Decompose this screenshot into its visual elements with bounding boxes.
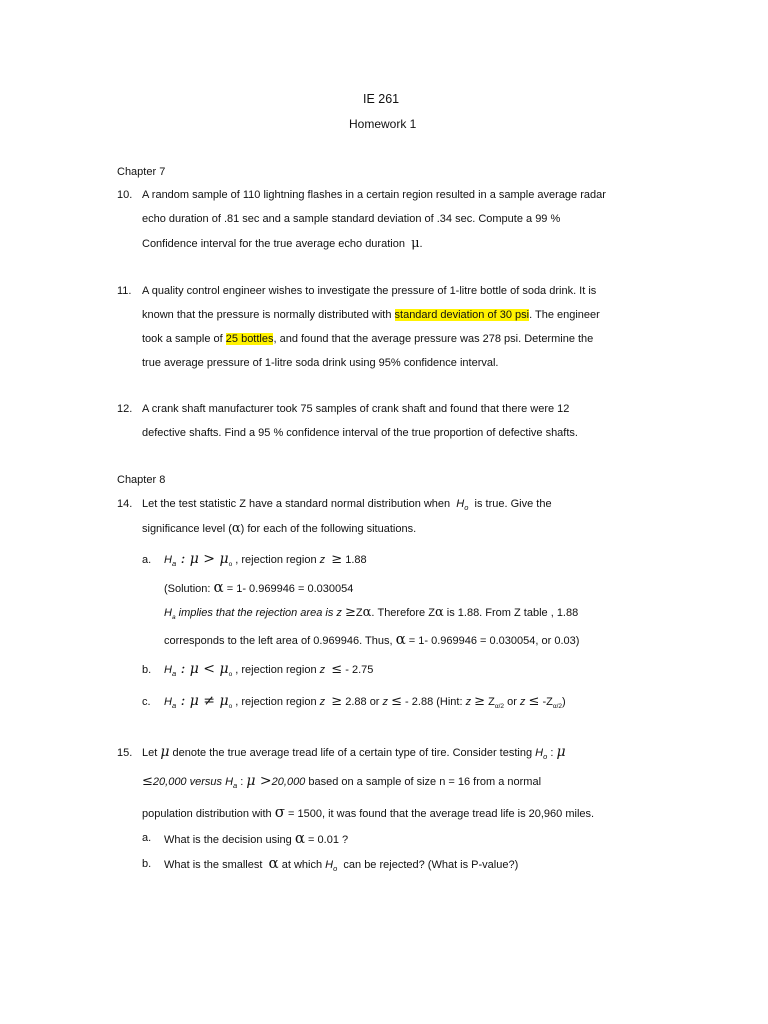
- sub-o: o: [228, 703, 233, 710]
- sub-a: a: [233, 781, 238, 790]
- le-symbol: ≤: [391, 694, 402, 709]
- q15a-line: [164, 831, 348, 847]
- q11-line-3b: , and found that the average pressure was 278 psi. Determine the: [273, 333, 594, 345]
- alpha-symbol: α: [231, 521, 241, 536]
- q15b-text-3: can be rejected? (What is P-value?): [340, 859, 519, 871]
- hypothesis-relation: : μ ≠ μ: [176, 693, 229, 709]
- hint-text: - 2.88 (Hint:: [402, 696, 466, 708]
- rejection-region-text: , rejection region: [232, 554, 320, 566]
- ge-symbol: ≥: [474, 694, 486, 709]
- z-symbol: z: [319, 696, 326, 708]
- rejection-region-text: , rejection region: [232, 696, 320, 708]
- h-letter: H: [225, 776, 234, 788]
- solution-text-c: . Therefore Z: [371, 607, 435, 619]
- period: .: [419, 238, 423, 250]
- q15-line-2: [142, 774, 541, 790]
- assignment-title: Homework 1: [349, 117, 417, 131]
- solution-line-1: [164, 580, 353, 596]
- sub-o: o: [228, 561, 233, 568]
- highlight-sample-size: 25 bottles: [225, 333, 274, 345]
- q15-line-3b: = 1500, it was found that the average tread life is 20,960 miles.: [284, 808, 595, 820]
- rejection-value: - 2.75: [342, 664, 374, 676]
- mu-symbol: μ: [246, 773, 256, 789]
- q12-number: 12.: [117, 403, 133, 415]
- solution-text-a: implies that the rejection area is z: [175, 607, 345, 619]
- gt-symbol: >: [255, 773, 272, 789]
- q14-number: 14.: [117, 498, 133, 510]
- chapter-8-heading: Chapter 8: [117, 474, 166, 486]
- sub-a: a: [171, 614, 176, 621]
- q12-line-2: defective shafts. Find a 95 % confidence interval of the true proportion of defective shafts.: [142, 427, 578, 439]
- q15-line-2a: 20,000 versus: [152, 776, 226, 788]
- solution-text-d: is 1.88. From Z table , 1.88: [443, 607, 579, 619]
- z-symbol: z: [382, 696, 389, 708]
- q10-line-3-text: Confidence interval for the true average echo duration: [142, 238, 405, 250]
- mu-symbol: μ: [411, 236, 420, 251]
- q15b-text-1: What is the smallest: [164, 859, 266, 871]
- q11-line-3a: took a sample of: [142, 333, 226, 345]
- z-symbol: z: [519, 696, 526, 708]
- hypothesis-relation: : μ > μ: [176, 551, 229, 567]
- h-letter: H: [164, 554, 172, 566]
- sub-o: o: [464, 503, 469, 512]
- q14c-label: c.: [142, 696, 151, 708]
- sub-o: o: [543, 752, 548, 761]
- q10-line-1: A random sample of 110 lightning flashes in a certain region resulted in a sample average radar: [142, 189, 606, 201]
- q10-line-2: echo duration of .81 sec and a sample standard deviation of .34 sec. Compute a 99 %: [142, 213, 561, 225]
- solution-label: (Solution:: [164, 583, 214, 595]
- q11-line-2a: known that the pressure is normally distributed with: [142, 309, 395, 321]
- q15-line-2d: based on a sample of size n = 16 from a normal: [305, 776, 542, 788]
- alpha-symbol: α: [395, 630, 406, 648]
- alpha-symbol: α: [268, 854, 279, 872]
- alpha-symbol: α: [362, 605, 372, 620]
- ge-symbol: ≥: [331, 552, 343, 567]
- le-symbol: ≤: [142, 774, 153, 789]
- h-letter: H: [164, 607, 172, 619]
- neg-z-letter: -Z: [539, 696, 553, 708]
- mu-symbol: μ: [556, 744, 566, 760]
- h0-symbol: [325, 859, 337, 871]
- ha-symbol: [164, 696, 176, 708]
- q14-line-1: [142, 497, 552, 512]
- ge-symbol: ≥: [344, 605, 356, 620]
- ha-symbol: [225, 776, 237, 788]
- le-symbol: ≤: [331, 662, 343, 677]
- q11-line-2: [142, 308, 600, 322]
- h-letter: H: [456, 498, 465, 510]
- sigma-symbol: σ: [274, 803, 285, 821]
- h-letter: H: [325, 859, 334, 871]
- q10-number: 10.: [117, 189, 133, 201]
- z-symbol: z: [319, 664, 326, 676]
- chapter-7-heading: Chapter 7: [117, 166, 166, 178]
- mu-symbol: μ: [160, 744, 170, 760]
- h0-symbol: [456, 498, 468, 510]
- h-letter: H: [164, 696, 172, 708]
- ha-symbol: [164, 664, 176, 676]
- q15-line-3a: population distribution with: [142, 808, 275, 820]
- z-letter: Z: [485, 696, 495, 708]
- highlight-std-dev: standard deviation of 30 psi: [394, 309, 530, 321]
- q14b-line: [164, 662, 373, 679]
- q15-line-3: [142, 805, 594, 821]
- q12-line-1: A crank shaft manufacturer took 75 samples of crank shaft and found that there were 12: [142, 403, 570, 415]
- ge-symbol: ≥: [331, 694, 343, 709]
- q11-line-2b: . The engineer: [529, 309, 600, 321]
- q14-line-1b: is true. Give the: [471, 498, 552, 510]
- h-letter: H: [535, 747, 544, 759]
- z-letter: Z: [355, 607, 363, 619]
- alpha-half-sub: α/2: [494, 703, 505, 710]
- solution-text-3a: corresponds to the left area of 0.969946. Thus,: [164, 635, 396, 647]
- rejection-region-text: , rejection region: [232, 664, 320, 676]
- solution-line-2: [164, 606, 578, 622]
- hypothesis-relation: : μ < μ: [176, 661, 229, 677]
- q14b-label: b.: [142, 664, 152, 676]
- q11-line-3: [142, 332, 593, 346]
- q14-line-2b: ) for each of the following situations.: [240, 523, 417, 535]
- q14a-line: [164, 552, 367, 569]
- q10-line-3: [142, 237, 423, 251]
- q15a-label: a.: [142, 832, 152, 844]
- sub-o: o: [333, 864, 338, 873]
- q15b-label: b.: [142, 858, 152, 870]
- ha-symbol: [164, 554, 176, 566]
- solution-text-3b: = 1- 0.969946 = 0.030054, or 0.03): [405, 635, 580, 647]
- solution-line-3: [164, 632, 579, 648]
- q11-line-4: true average pressure of 1-litre soda drink using 95% confidence interval.: [142, 357, 499, 369]
- z-symbol: z: [319, 554, 326, 566]
- q15-line-1a: Let: [142, 747, 161, 759]
- alpha-symbol: α: [294, 829, 305, 847]
- le-symbol: ≤: [528, 694, 540, 709]
- q15-line-1b: denote the true average tread life of a certain type of tire. Consider testing: [169, 747, 536, 759]
- colon: :: [547, 747, 557, 759]
- q15a-text-2: = 0.01 ?: [305, 834, 349, 846]
- q15-line-2c: 20,000: [271, 776, 306, 788]
- rejection-value: 1.88: [342, 554, 367, 566]
- q14-line-2a: significance level (: [142, 523, 232, 535]
- q15a-text-1: What is the decision using: [164, 834, 295, 846]
- h-letter: H: [164, 664, 172, 676]
- q15-line-1: [142, 745, 566, 761]
- h0-symbol: [535, 747, 547, 759]
- solution-value: = 1- 0.969946 = 0.030054: [223, 583, 354, 595]
- q14-line-1a: Let the test statistic Z have a standard normal distribution when: [142, 498, 454, 510]
- ha-symbol: [164, 607, 345, 619]
- q14c-line: [164, 694, 566, 711]
- q11-line-1: A quality control engineer wishes to investigate the pressure of 1-litre bottle of soda drink. It is: [142, 285, 597, 297]
- q15b-text-2: at which: [278, 859, 326, 871]
- value-text: 2.88 or: [342, 696, 383, 708]
- alpha-symbol: α: [213, 578, 224, 596]
- sub-a: a: [171, 669, 177, 678]
- sub-a: a: [171, 559, 177, 568]
- q15-number: 15.: [117, 747, 133, 759]
- q14-line-2: [142, 522, 416, 536]
- q11-number: 11.: [117, 285, 132, 297]
- sub-a: a: [171, 701, 177, 710]
- q15b-line: [164, 856, 518, 873]
- q14a-label: a.: [142, 554, 152, 566]
- close-paren: ): [562, 696, 566, 708]
- alpha-symbol: α: [434, 605, 444, 620]
- or-text: or: [504, 696, 520, 708]
- course-title: IE 261: [363, 92, 400, 106]
- z-symbol: z: [465, 696, 472, 708]
- colon: :: [237, 776, 247, 788]
- sub-o: o: [228, 671, 233, 678]
- alpha-half-sub: α/2: [552, 703, 563, 710]
